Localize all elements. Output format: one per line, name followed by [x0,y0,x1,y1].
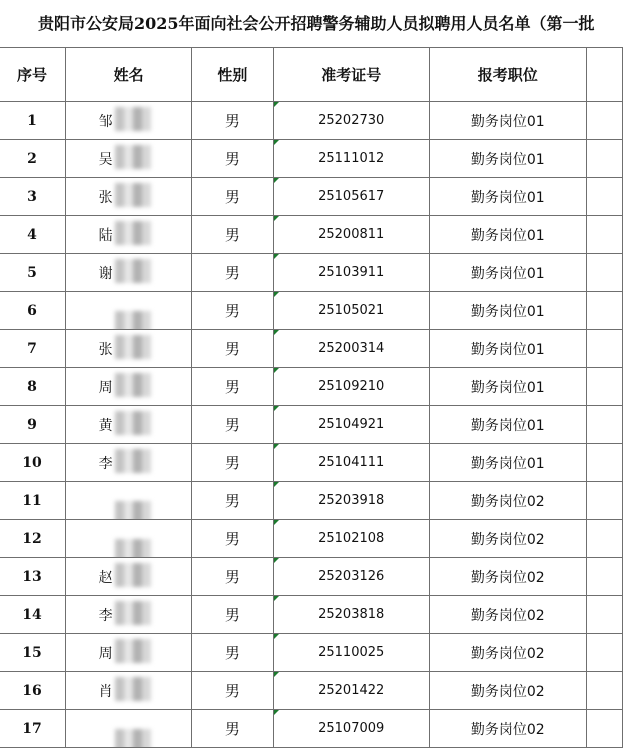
row-position: 勤务岗位02 [429,672,586,710]
row-name [66,406,192,444]
name-redacted [89,453,169,473]
row-exam-no [273,292,429,330]
cell-comment-marker [274,330,279,335]
name-redacted [89,605,169,625]
name-surname: 陆 [98,227,113,244]
row-position: 勤务岗位02 [429,596,586,634]
row-gender: 男 [192,216,273,254]
row-exam-no [273,672,429,710]
row-position: 勤务岗位02 [429,482,586,520]
row-exam-no [273,710,429,748]
row-index: 15 [0,634,66,672]
row-position: 勤务岗位01 [429,102,586,140]
row-index: 10 [0,444,66,482]
privacy-blur [115,563,151,587]
row-index: 3 [0,178,66,216]
exam-no-text: 25202730 [318,113,385,128]
row-extra [586,216,622,254]
cell-comment-marker [274,368,279,373]
row-name [66,178,192,216]
row-exam-no [273,178,429,216]
roster-table [0,47,623,748]
privacy-blur [115,677,151,701]
row-gender: 男 [192,444,273,482]
row-extra [586,178,622,216]
table-row [0,672,623,710]
row-gender: 男 [192,406,273,444]
row-index: 16 [0,672,66,710]
name-redacted [89,111,169,131]
row-index: 6 [0,292,66,330]
name-surname: 周 [98,645,113,662]
name-surname: 李 [98,455,113,472]
privacy-blur [115,449,151,473]
row-exam-no [273,330,429,368]
row-exam-no [273,140,429,178]
row-exam-no [273,558,429,596]
cell-comment-marker [274,102,279,107]
row-exam-no [273,254,429,292]
exam-no-text: 25203818 [318,607,385,622]
privacy-blur [115,107,151,131]
cell-comment-marker [274,596,279,601]
row-exam-no [273,216,429,254]
name-surname: 黄 [98,417,113,434]
table-row [0,102,623,140]
header-position: 报考职位 [429,48,586,102]
privacy-blur [115,311,151,330]
row-extra [586,444,622,482]
row-extra [586,520,622,558]
exam-no-text: 25105617 [318,189,385,204]
row-gender: 男 [192,292,273,330]
row-exam-no [273,634,429,672]
cell-comment-marker [274,254,279,259]
row-position: 勤务岗位02 [429,558,586,596]
row-extra [586,672,622,710]
row-extra [586,254,622,292]
row-extra [586,482,622,520]
name-redacted [89,377,169,397]
table-body [0,102,623,748]
table-row [0,634,623,672]
name-redacted [89,225,169,245]
row-exam-no [273,596,429,634]
row-name [66,140,192,178]
table-row [0,596,623,634]
name-surname: 张 [98,341,113,358]
cell-comment-marker [274,634,279,639]
row-index: 17 [0,710,66,748]
exam-no-text: 25200811 [318,227,385,242]
exam-no-text: 25107009 [318,721,385,736]
privacy-blur [115,183,151,207]
table-row [0,710,623,748]
privacy-blur [115,411,151,435]
cell-comment-marker [274,482,279,487]
cell-comment-marker [274,140,279,145]
row-position: 勤务岗位01 [429,330,586,368]
row-exam-no [273,520,429,558]
exam-no-text: 25109210 [318,379,385,394]
privacy-blur [115,259,151,283]
cell-comment-marker [274,406,279,411]
row-position: 勤务岗位01 [429,292,586,330]
row-name [66,596,192,634]
row-exam-no [273,406,429,444]
row-extra [586,292,622,330]
table-row [0,558,623,596]
cell-comment-marker [274,710,279,715]
row-gender: 男 [192,672,273,710]
row-position: 勤务岗位01 [429,216,586,254]
row-index: 4 [0,216,66,254]
row-position: 勤务岗位01 [429,406,586,444]
table-row [0,482,623,520]
row-position: 勤务岗位01 [429,368,586,406]
cell-comment-marker [274,672,279,677]
privacy-blur [115,335,151,359]
cell-comment-marker [274,520,279,525]
row-name [66,482,192,520]
row-extra [586,596,622,634]
header-name: 姓名 [66,48,192,102]
row-position: 勤务岗位01 [429,254,586,292]
header-index: 序号 [0,48,66,102]
privacy-blur [115,373,151,397]
row-position: 勤务岗位02 [429,634,586,672]
row-exam-no [273,482,429,520]
row-name [66,368,192,406]
header-extra [586,48,622,102]
exam-no-text: 25105021 [318,303,385,318]
name-surname: 张 [98,189,113,206]
row-name [66,444,192,482]
row-gender: 男 [192,634,273,672]
name-surname: 吴 [98,151,113,168]
row-position: 勤务岗位01 [429,140,586,178]
row-gender: 男 [192,254,273,292]
row-position: 勤务岗位02 [429,710,586,748]
cell-comment-marker [274,216,279,221]
row-extra [586,558,622,596]
row-extra [586,368,622,406]
row-index: 12 [0,520,66,558]
exam-no-text: 25200314 [318,341,385,356]
row-index: 2 [0,140,66,178]
row-extra [586,710,622,748]
table-row [0,292,623,330]
row-name [66,634,192,672]
name-surname: 李 [98,607,113,624]
name-redacted [89,187,169,207]
row-gender: 男 [192,330,273,368]
name-redacted [89,415,169,435]
privacy-blur [115,145,151,169]
row-position: 勤务岗位02 [429,520,586,558]
row-gender: 男 [192,482,273,520]
table-row [0,368,623,406]
row-gender: 男 [192,710,273,748]
row-gender: 男 [192,520,273,558]
row-gender: 男 [192,102,273,140]
name-redacted [89,339,169,359]
privacy-blur [115,501,151,520]
row-gender: 男 [192,178,273,216]
row-gender: 男 [192,140,273,178]
row-position: 勤务岗位01 [429,178,586,216]
exam-no-text: 25103911 [318,265,385,280]
exam-no-text: 25111012 [318,151,385,166]
row-extra [586,140,622,178]
row-name [66,254,192,292]
name-surname: 周 [98,379,113,396]
row-extra [586,406,622,444]
row-index: 1 [0,102,66,140]
row-exam-no [273,368,429,406]
row-position: 勤务岗位01 [429,444,586,482]
row-extra [586,634,622,672]
row-index: 13 [0,558,66,596]
name-surname: 肖 [98,683,113,700]
cell-comment-marker [274,178,279,183]
row-gender: 男 [192,558,273,596]
table-row [0,140,623,178]
row-extra [586,330,622,368]
privacy-blur [115,639,151,663]
privacy-blur [115,729,151,748]
table-row [0,254,623,292]
cell-comment-marker [274,292,279,297]
exam-no-text: 25104921 [318,417,385,432]
table-row [0,406,623,444]
cell-comment-marker [274,558,279,563]
exam-no-text: 25203126 [318,569,385,584]
row-extra [586,102,622,140]
exam-no-text: 25102108 [318,531,385,546]
row-index: 11 [0,482,66,520]
exam-no-text: 25110025 [318,645,385,660]
name-surname: 谢 [98,265,113,282]
exam-no-text: 25104111 [318,455,385,470]
row-name [66,292,192,330]
name-redacted [89,149,169,169]
exam-no-text: 25201422 [318,683,385,698]
header-row [0,48,623,102]
privacy-blur [115,221,151,245]
name-redacted [89,681,169,701]
row-index: 9 [0,406,66,444]
header-gender: 性别 [192,48,273,102]
row-index: 7 [0,330,66,368]
name-redacted [89,567,169,587]
table-row [0,178,623,216]
row-name [66,672,192,710]
name-surname: 赵 [98,569,113,586]
row-index: 5 [0,254,66,292]
document-title: 贵阳市公安局2025年面向社会公开招聘警务辅助人员拟聘用人员名单（第一批 [38,14,595,33]
row-name [66,558,192,596]
row-index: 14 [0,596,66,634]
privacy-blur [115,601,151,625]
row-exam-no [273,444,429,482]
row-gender: 男 [192,368,273,406]
name-surname: 邹 [98,113,113,130]
row-exam-no [273,102,429,140]
name-redacted [89,643,169,663]
header-exam-no: 准考证号 [273,48,429,102]
name-redacted [89,263,169,283]
row-index: 8 [0,368,66,406]
row-name [66,216,192,254]
exam-no-text: 25203918 [318,493,385,508]
row-name [66,710,192,748]
table-row [0,520,623,558]
table-row [0,216,623,254]
row-name [66,330,192,368]
table-row [0,330,623,368]
cell-comment-marker [274,444,279,449]
privacy-blur [115,539,151,558]
row-gender: 男 [192,596,273,634]
row-name [66,102,192,140]
row-name [66,520,192,558]
table-row [0,444,623,482]
